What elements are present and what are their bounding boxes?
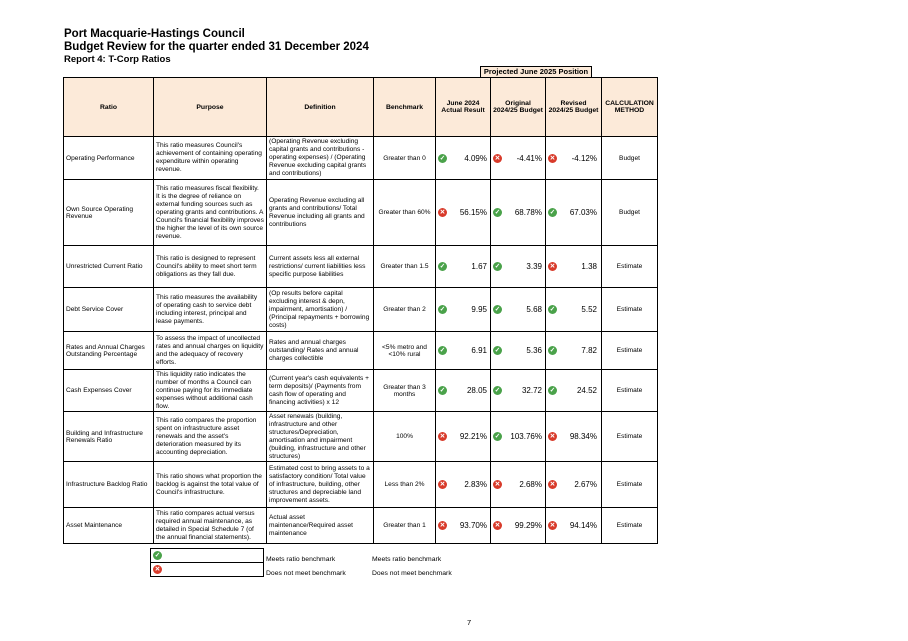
original-value: 32.72 (521, 386, 542, 396)
original-value-cell (491, 180, 546, 246)
legend-fails-text-2: Does not meet benchmark (372, 570, 452, 577)
check-circle-icon: ✓ (494, 387, 501, 395)
check-circle-icon: ✓ (154, 552, 161, 559)
table-row (64, 180, 658, 246)
purpose-cell: This ratio compares actual versus required annual maintenance, as detailed in Special Schedule 7 (of the annual financial statements). (154, 508, 267, 544)
actual-value-cell (436, 288, 491, 332)
method-cell: Budget (602, 180, 658, 246)
revised-value: 7.82 (581, 346, 597, 356)
ratio-cell: Unrestricted Current Ratio (64, 246, 154, 288)
col-benchmark: Benchmark (374, 78, 436, 137)
benchmark-cell: Greater than 3 months (374, 370, 436, 412)
col-original: Original 2024/25 Budget (491, 78, 546, 137)
report-title: Budget Review for the quarter ended 31 December 2024 (64, 41, 369, 53)
check-circle-icon: ✓ (494, 347, 501, 355)
actual-value-cell (436, 508, 491, 544)
ratio-cell: Infrastructure Backlog Ratio (64, 462, 154, 508)
original-value: -4.41% (516, 153, 542, 163)
original-value-cell (491, 412, 546, 462)
original-value: 68.78% (514, 208, 542, 218)
original-value-cell (491, 370, 546, 412)
method-cell: Estimate (602, 370, 658, 412)
revised-value-cell (546, 332, 602, 370)
original-value: 5.68 (526, 305, 542, 315)
definition-cell: Rates and annual charges outstanding/ Rates and annual charges collectible (267, 332, 374, 370)
actual-value-cell (436, 332, 491, 370)
col-method: CALCULATION METHOD (602, 78, 658, 137)
revised-value-cell (546, 370, 602, 412)
ratio-cell: Asset Maintenance (64, 508, 154, 544)
col-ratio: Ratio (64, 78, 154, 137)
cross-circle-icon: ✕ (439, 522, 446, 530)
benchmark-cell: Less than 2% (374, 462, 436, 508)
ratio-cell: Cash Expenses Cover (64, 370, 154, 412)
check-circle-icon: ✓ (494, 263, 501, 271)
actual-value-cell (436, 137, 491, 180)
actual-value: 9.95 (471, 305, 487, 315)
projected-position-label: Projected June 2025 Position (480, 66, 592, 77)
original-value: 2.68% (519, 480, 542, 490)
org-name: Port Macquarie-Hastings Council (64, 28, 245, 40)
tcorp-ratios-table (63, 77, 658, 544)
revised-value-cell (546, 412, 602, 462)
table-row (64, 288, 658, 332)
cross-circle-icon: ✕ (549, 522, 556, 530)
actual-value-cell (436, 246, 491, 288)
purpose-cell: This ratio is designed to represent Council's ability to meet short term obligations as they fall due. (154, 246, 267, 288)
actual-value: 93.70% (459, 521, 487, 531)
original-value: 99.29% (514, 521, 542, 531)
method-cell: Estimate (602, 412, 658, 462)
revised-value-cell (546, 288, 602, 332)
revised-value: -4.12% (571, 153, 597, 163)
definition-cell: Current assets less all external restrictions/ current liabilities less specific purpose liabilities (267, 246, 374, 288)
actual-value: 4.09% (464, 153, 487, 163)
method-cell: Estimate (602, 288, 658, 332)
legend-meets-text: Meets ratio benchmark (266, 556, 336, 563)
table-row (64, 137, 658, 180)
check-circle-icon: ✓ (549, 347, 556, 355)
actual-value: 92.21% (459, 432, 487, 442)
cross-circle-icon: ✕ (549, 481, 556, 489)
benchmark-cell: Greater than 1 (374, 508, 436, 544)
purpose-cell: This ratio measures the availability of operating cash to service debt including interest, principal and lease payments. (154, 288, 267, 332)
method-cell: Estimate (602, 246, 658, 288)
definition-cell: (Op results before capital excluding interest & depn, impairment, amortisation) / (Principal repayments + borrowing costs) (267, 288, 374, 332)
revised-value: 1.38 (581, 262, 597, 272)
revised-value-cell (546, 180, 602, 246)
ratio-cell: Debt Service Cover (64, 288, 154, 332)
original-value-cell (491, 462, 546, 508)
check-circle-icon: ✓ (549, 209, 556, 217)
revised-value-cell (546, 246, 602, 288)
purpose-cell: This ratio shows what proportion the backlog is against the total value of Council's infrastructure. (154, 462, 267, 508)
revised-value: 98.34% (569, 432, 597, 442)
col-purpose: Purpose (154, 78, 267, 137)
method-cell: Estimate (602, 462, 658, 508)
col-definition: Definition (267, 78, 374, 137)
ratio-cell: Own Source Operating Revenue (64, 180, 154, 246)
original-value-cell (491, 288, 546, 332)
legend-meets-text-2: Meets ratio benchmark (372, 556, 442, 563)
col-actual: June 2024 Actual Result (436, 78, 491, 137)
original-value-cell (491, 246, 546, 288)
check-circle-icon: ✓ (439, 306, 446, 314)
original-value: 3.39 (526, 262, 542, 272)
revised-value: 24.52 (576, 386, 597, 396)
check-circle-icon: ✓ (439, 387, 446, 395)
cross-circle-icon: ✕ (549, 263, 556, 271)
table-row (64, 412, 658, 462)
revised-value-cell (546, 508, 602, 544)
check-circle-icon: ✓ (439, 263, 446, 271)
cross-circle-icon: ✕ (549, 154, 556, 162)
revised-value: 5.52 (581, 305, 597, 315)
ratio-cell: Building and Infrastructure Renewals Ratio (64, 412, 154, 462)
revised-value-cell (546, 137, 602, 180)
actual-value: 6.91 (471, 346, 487, 356)
check-circle-icon: ✓ (439, 154, 446, 162)
benchmark-cell: Greater than 60% (374, 180, 436, 246)
cross-circle-icon: ✕ (494, 522, 501, 530)
definition-cell: Estimated cost to bring assets to a satisfactory condition/ Total value of infrastructure, building, other structures and depreciable land improvement assets. (267, 462, 374, 508)
cross-circle-icon: ✕ (154, 566, 161, 573)
check-circle-icon: ✓ (549, 387, 556, 395)
actual-value: 56.15% (459, 208, 487, 218)
cross-circle-icon: ✕ (494, 154, 501, 162)
ratio-cell: Operating Performance (64, 137, 154, 180)
original-value-cell (491, 137, 546, 180)
report-header (64, 28, 369, 66)
page-number: 7 (467, 618, 472, 627)
actual-value-cell (436, 412, 491, 462)
revised-value-cell (546, 462, 602, 508)
check-circle-icon: ✓ (494, 209, 501, 217)
actual-value: 1.67 (471, 262, 487, 272)
table-row (64, 246, 658, 288)
cross-circle-icon: ✕ (494, 481, 501, 489)
legend-fails-box (150, 562, 264, 577)
method-cell: Budget (602, 137, 658, 180)
cross-circle-icon: ✕ (439, 433, 446, 441)
original-value: 103.76% (510, 432, 542, 442)
method-cell: Estimate (602, 332, 658, 370)
check-circle-icon: ✓ (439, 347, 446, 355)
benchmark-cell: Greater than 1.5 (374, 246, 436, 288)
cross-circle-icon: ✕ (439, 481, 446, 489)
original-value-cell (491, 332, 546, 370)
check-circle-icon: ✓ (494, 306, 501, 314)
purpose-cell: This ratio measures fiscal flexibility. It is the degree of reliance on external funding sources such as operating grants and contributions. A Council's financial flexibility improves the higher the level of its own source revenue. (154, 180, 267, 246)
table-row (64, 508, 658, 544)
definition-cell: (Operating Revenue excluding capital grants and contributions - operating expenses) / (Operating Revenue excluding capital grants and contributions) (267, 137, 374, 180)
benchmark-cell: Greater than 2 (374, 288, 436, 332)
purpose-cell: To assess the impact of uncollected rates and annual charges on liquidity and the adequacy of recovery efforts. (154, 332, 267, 370)
purpose-cell: This ratio measures Council's achievement of containing operating expenditure within operating revenue. (154, 137, 267, 180)
benchmark-cell: <5% metro and <10% rural (374, 332, 436, 370)
actual-value-cell (436, 462, 491, 508)
actual-value-cell (436, 370, 491, 412)
original-value: 5.36 (526, 346, 542, 356)
actual-value-cell (436, 180, 491, 246)
purpose-cell: This ratio compares the proportion spent on infrastructure asset renewals and the asset's deterioration measured by its accounting depreciation. (154, 412, 267, 462)
original-value-cell (491, 508, 546, 544)
purpose-cell: This liquidity ratio indicates the number of months a Council can continue paying for its immediate expenses without additional cash flow. (154, 370, 267, 412)
benchmark-cell: Greater than 0 (374, 137, 436, 180)
ratio-cell: Rates and Annual Charges Outstanding Percentage (64, 332, 154, 370)
col-revised: Revised 2024/25 Budget (546, 78, 602, 137)
definition-cell: (Current year's cash equivalents + term deposits)/ (Payments from cash flow of operating and financing activities) x 12 (267, 370, 374, 412)
legend-meets-box (150, 548, 264, 563)
check-circle-icon: ✓ (494, 433, 501, 441)
benchmark-cell: 100% (374, 412, 436, 462)
actual-value: 28.05 (466, 386, 487, 396)
definition-cell: Asset renewals (building, infrastructure and other structures/Depreciation, amortisation and impairment (building, infrastructure and other structures) (267, 412, 374, 462)
method-cell: Estimate (602, 508, 658, 544)
report-subtitle: Report 4: T-Corp Ratios (64, 54, 171, 65)
definition-cell: Operating Revenue excluding all grants and contributions/ Total Revenue including all grants and contributions (267, 180, 374, 246)
revised-value: 67.03% (569, 208, 597, 218)
revised-value: 2.67% (574, 480, 597, 490)
check-circle-icon: ✓ (549, 306, 556, 314)
table-row (64, 332, 658, 370)
table-row (64, 370, 658, 412)
actual-value: 2.83% (464, 480, 487, 490)
legend-fails-text: Does not meet benchmark (266, 570, 346, 577)
cross-circle-icon: ✕ (439, 209, 446, 217)
cross-circle-icon: ✕ (549, 433, 556, 441)
table-row (64, 462, 658, 508)
definition-cell: Actual asset maintenance/Required asset maintenance (267, 508, 374, 544)
table-header-row (64, 78, 658, 137)
revised-value: 94.14% (569, 521, 597, 531)
